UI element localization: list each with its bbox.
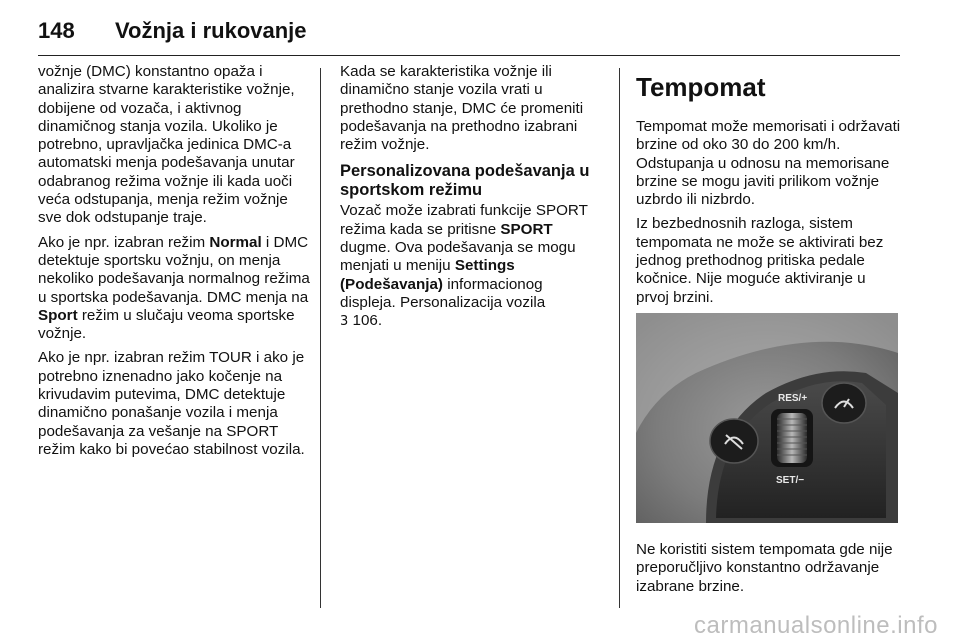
settings-menu-label: Settings (Podešavanja)	[340, 257, 515, 293]
paragraph	[340, 202, 602, 331]
section-title: Tempomat	[636, 72, 766, 102]
section-heading: Personalizovana podešavanja u sportskom režimu	[340, 162, 590, 200]
sport-button-label: SPORT	[500, 220, 553, 238]
page-reference[interactable]: 106.	[352, 312, 383, 330]
column-2	[340, 63, 602, 338]
page-header	[38, 12, 900, 52]
paragraph	[38, 234, 310, 344]
text-run: informacionog displeja. Personalizacija vozila	[340, 275, 546, 311]
set-label: SET/−	[776, 475, 805, 486]
paragraph: Kada se karakteristika vožnje ili dinamično stanje vozila vrati u prethodno stanje, DMC će promeniti podešavanja na prethodno izabrani režim vožnje.	[340, 63, 584, 154]
text-run: dugme. Ova podešavanja se mogu menjati u meniju	[340, 239, 576, 275]
speed-roller-wheel	[771, 409, 813, 467]
text-run: Vozač može izabrati funkcije SPORT režima kada se pritisne	[340, 202, 588, 238]
column-divider	[320, 68, 321, 608]
chapter-title: Vožnja i rukovanje	[115, 18, 307, 43]
paragraph: Tempomat može memorisati i održavati brzine od oko 30 do 200 km/h. Odstupanja u odnosu na memorisane brzine se mogu javiti prilikom vožnje uzbrdo ili nizbrdo.	[636, 118, 901, 209]
column-divider	[619, 68, 620, 608]
res-label: RES/+	[778, 393, 808, 404]
paragraph: vožnje (DMC) konstantno opaža i analizira stvarne karakteristike vožnje, dobijene od vozača, i aktivnog dinamičnog stanja vozila. Ukoliko je potrebno, upravljačka jedinica DMC-a automatski menja podešavanja unutar odabranog režima vožnje ili kada uoči veća odstupanja, menja režim vožnje sve dok odstupanje traje.	[38, 63, 295, 227]
cancel-button-icon	[710, 419, 758, 463]
paragraph: Iz bezbednosnih razloga, sistem tempomata ne može se aktivirati bez jednog prethodnog pritiska pedale kočnice. Nije moguće aktiviranje u prvoj brzini.	[636, 215, 884, 306]
cruise-on-button-icon	[822, 383, 866, 423]
text-run: režim u slučaju veoma sportske vožnje.	[38, 306, 295, 343]
paragraph: Ako je npr. izabran režim TOUR i ako je potrebno iznenadno jako kočenje na krivudavim putevima, DMC detektuje dinamično ponašanje vozila i menja podešavanja za vešanje na SPORT režim kako bi povećao stabilnost vozila.	[38, 349, 305, 458]
text-run: i DMC detektuje sportsku vožnju, on menja nekoliko podešavanja normalnog režima u sportska podešavanja. DMC menja na	[38, 233, 310, 306]
page-number: 148	[38, 18, 75, 43]
mode-sport-label: Sport	[38, 306, 78, 324]
page-ref-arrow-icon: 3	[340, 314, 349, 330]
paragraph: Ne koristiti sistem tempomata gde nije preporučljivo konstantno održavanje izabrane brzine.	[636, 541, 893, 595]
text-run: Ako je npr. izabran režim	[38, 233, 210, 251]
watermark: carmanualsonline.info	[694, 612, 938, 639]
mode-normal-label: Normal	[209, 233, 262, 251]
header-rule	[38, 55, 900, 56]
cruise-control-photo	[636, 313, 898, 523]
column-3	[636, 72, 902, 313]
column-1	[38, 63, 310, 465]
